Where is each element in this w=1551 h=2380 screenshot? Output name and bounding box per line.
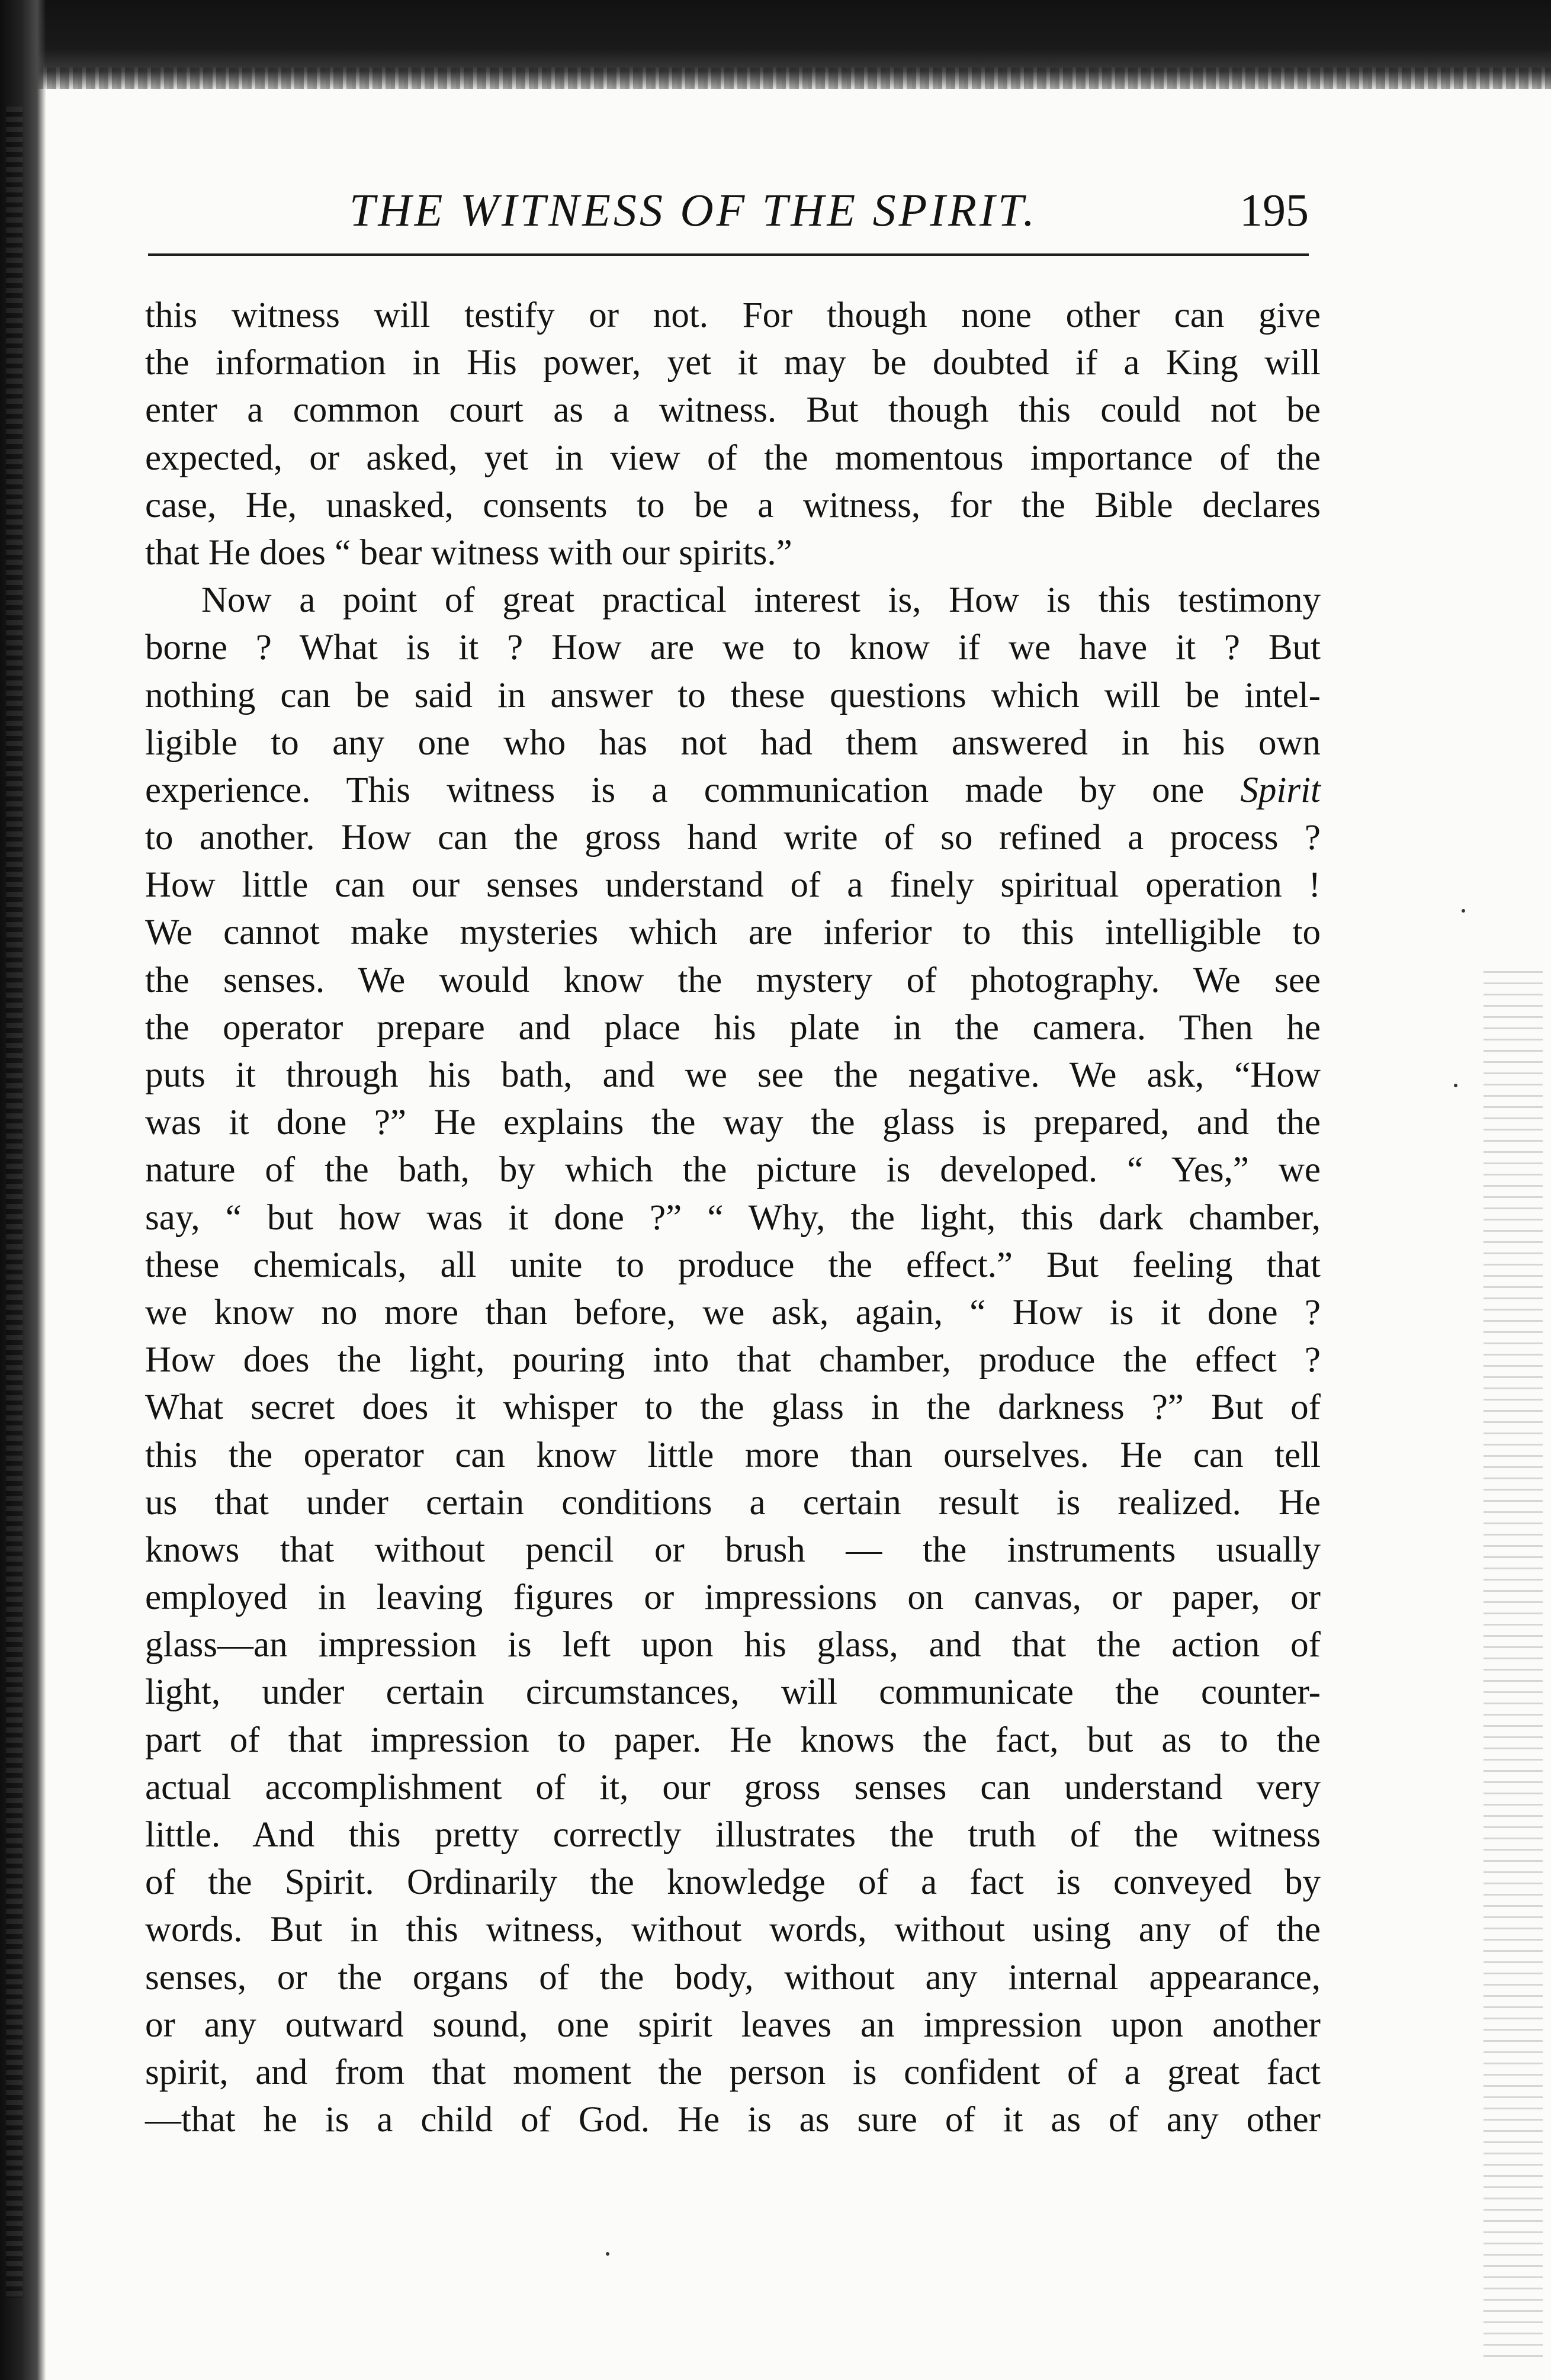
text-line: What secret does it whisper to the glass in the darkness ?” But of bbox=[145, 1387, 1321, 1428]
text-line: How little can our senses understand of a finely spiritual operation ! bbox=[145, 865, 1321, 905]
text-line: nothing can be said in answer to these questions which will be intel- bbox=[145, 675, 1321, 715]
text-line: we know no more than before, we ask, again, “ How is it done ? bbox=[145, 1292, 1321, 1332]
ink-speck bbox=[1462, 909, 1465, 913]
text-line: this the operator can know little more than ourselves. He can tell bbox=[145, 1435, 1321, 1475]
ink-speck bbox=[606, 2252, 609, 2256]
text-line: spirit, and from that moment the person is confident of a great fact bbox=[145, 2052, 1321, 2092]
italic-word: Spirit bbox=[1240, 770, 1321, 810]
text-line: nature of the bath, by which the picture is developed. “ Yes,” we bbox=[145, 1150, 1321, 1190]
text-line: to another. How can the gross hand write of so refined a process ? bbox=[145, 818, 1321, 858]
text-line: senses, or the organs of the body, without any internal appearance, bbox=[145, 1957, 1321, 1997]
scan-right-edge bbox=[1483, 971, 1543, 2357]
text-line: these chemicals, all unite to produce the effect.” But feeling that bbox=[145, 1245, 1321, 1285]
text-line: light, under certain circumstances, will communicate the counter- bbox=[145, 1672, 1321, 1713]
text-line: us that under certain conditions a certain result is realized. He bbox=[145, 1482, 1321, 1523]
text-line: expected, or asked, yet in view of the momentous importance of the bbox=[145, 438, 1321, 478]
scan-top-edge bbox=[0, 0, 1551, 89]
page-number: 195 bbox=[1239, 184, 1309, 236]
text-line: the senses. We would know the mystery of photography. We see bbox=[145, 960, 1321, 1000]
text-line: employed in leaving figures or impressions on canvas, or paper, or bbox=[145, 1578, 1321, 1618]
text-line: this witness will testify or not. For though none other can give bbox=[145, 296, 1321, 335]
header-rule bbox=[148, 253, 1309, 256]
text-line: part of that impression to paper. He knows the fact, but as to the bbox=[145, 1720, 1321, 1760]
text-line: Now a point of great practical interest is, How is this testimony bbox=[201, 580, 1321, 621]
text-line: little. And this pretty correctly illustrates the truth of the witness bbox=[145, 1815, 1321, 1855]
text-line: knows that without pencil or brush — the instruments usually bbox=[145, 1530, 1321, 1570]
text-segment: experience. This witness is a communication made by one bbox=[145, 770, 1241, 810]
text-line: ligible to any one who has not had them answered in his own bbox=[145, 722, 1321, 763]
ink-speck bbox=[1454, 1084, 1457, 1087]
text-line: glass—an impression is left upon his glass, and that the action of bbox=[145, 1625, 1321, 1665]
body-text bbox=[145, 292, 1321, 2144]
text-line: We cannot make mysteries which are inferior to this intelligible to bbox=[145, 913, 1321, 953]
page-header bbox=[148, 178, 1309, 243]
text-line: the operator prepare and place his plate in the camera. Then he bbox=[145, 1007, 1321, 1048]
text-line: —that he is a child of God. He is as sure of it as of any other bbox=[145, 2100, 1321, 2140]
text-line: borne ? What is it ? How are we to know if we have it ? But bbox=[145, 628, 1321, 668]
running-title: THE WITNESS OF THE SPIRIT. bbox=[349, 184, 1038, 236]
scan-binding-edge bbox=[0, 0, 46, 2380]
text-line: the information in His power, yet it may be doubted if a King will bbox=[145, 343, 1321, 383]
text-line: or any outward sound, one spirit leaves an impression upon another bbox=[145, 2005, 1321, 2045]
text-line-with-italic bbox=[145, 767, 1321, 814]
text-line: actual accomplishment of it, our gross senses can understand very bbox=[145, 1767, 1321, 1807]
text-line: puts it through his bath, and we see the negative. We ask, “How bbox=[145, 1055, 1321, 1095]
text-line: case, He, unasked, consents to be a witness, for the Bible declares bbox=[145, 485, 1321, 525]
text-line: that He does “ bear witness with our spirits.” bbox=[145, 532, 792, 573]
text-line: enter a common court as a witness. But though this could not be bbox=[145, 390, 1321, 431]
text-line: was it done ?” He explains the way the glass is prepared, and the bbox=[145, 1103, 1321, 1143]
text-line: of the Spirit. Ordinarily the knowledge of a fact is conveyed by bbox=[145, 1862, 1321, 1903]
text-line: say, “ but how was it done ?” “ Why, the light, this dark chamber, bbox=[145, 1197, 1321, 1238]
text-line: How does the light, pouring into that chamber, produce the effect ? bbox=[145, 1340, 1321, 1380]
text-line: words. But in this witness, without words, without using any of the bbox=[145, 1910, 1321, 1950]
